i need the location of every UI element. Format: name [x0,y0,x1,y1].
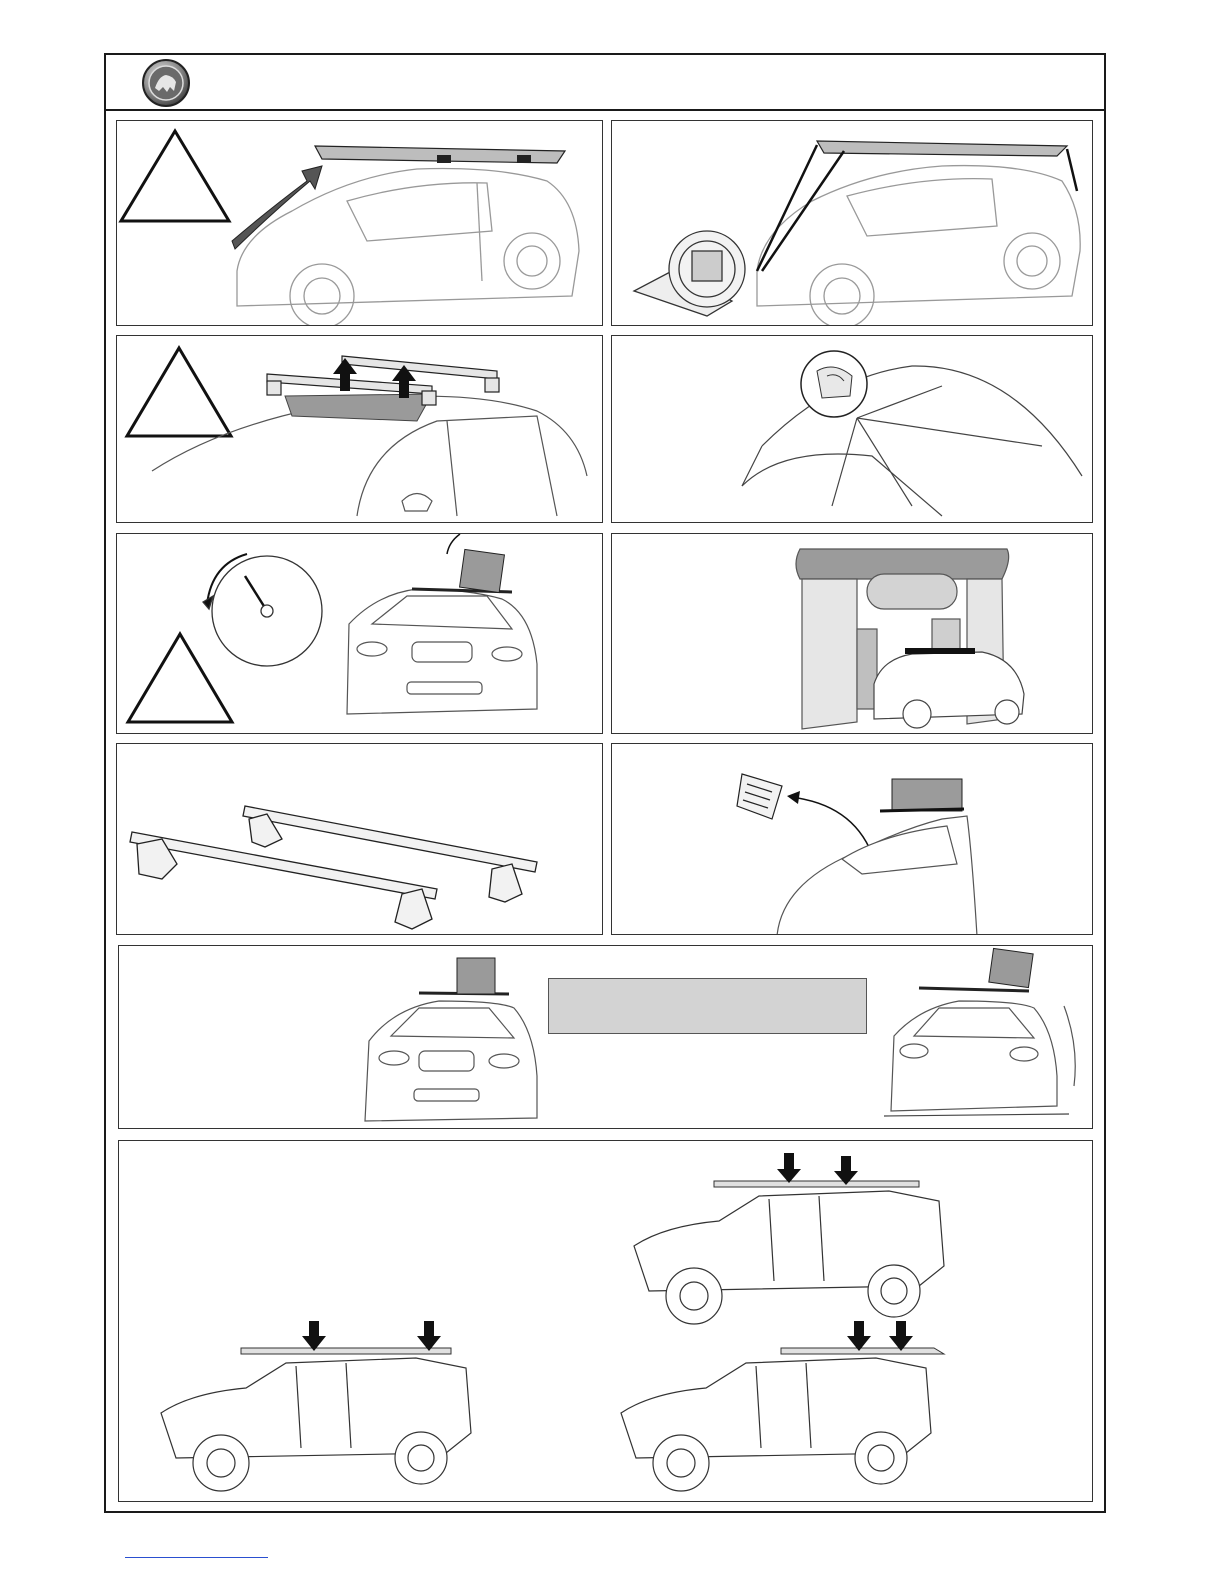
pickup-truck-icon [621,1358,931,1491]
brand-logo-icon [141,58,191,108]
down-arrow-icon [777,1153,801,1183]
car-shaking-icon [884,1001,1075,1116]
panel-read-manual [611,743,1093,935]
car-icon [237,169,579,327]
roof-load-icon [817,141,1067,156]
down-arrow-icon [417,1321,441,1351]
panel-clean-roof [611,335,1093,523]
down-arrow-icon [302,1321,326,1351]
panel-check-load [118,945,1093,1129]
down-arrow-icon [847,1321,871,1351]
tie-down-strap-icon [634,231,745,316]
car-front-icon [347,589,537,714]
panel-speed-limit [116,533,603,734]
car-front-icon [365,1001,537,1121]
pickup-truck-icon [634,1191,944,1324]
car-icon [757,166,1080,326]
warning-triangle-icon [127,348,231,436]
footer-link-underline[interactable] [125,1557,268,1558]
roof-load-icon [892,779,962,811]
panel-load-lifting [116,120,603,326]
down-arrow-icon [889,1321,913,1351]
gray-label-box [548,978,867,1034]
roof-bars-icon [130,806,537,929]
manual-book-icon [737,774,782,819]
roof-load-icon [315,146,565,163]
panel-tie-down [611,120,1093,326]
roof-load-icon [460,549,505,592]
roof-bars-icon [905,648,975,654]
car-icon [874,652,1024,728]
header-divider [106,109,1104,111]
car-roof-icon [742,366,1082,516]
panel-roof-bars-up [116,335,603,523]
pickup-truck-icon [161,1358,471,1491]
car-icon [777,816,977,935]
load-arrow-icon [232,166,322,249]
warning-triangle-icon [121,131,229,221]
roof-load-icon [989,948,1033,987]
warning-triangle-icon [128,634,232,722]
panel-pickup-loading [118,1140,1093,1502]
speedometer-icon [203,554,322,666]
roof-load-icon [457,958,495,994]
cleaning-hand-icon [801,351,867,417]
panel-car-wash [611,533,1093,734]
panel-roof-bars [116,743,603,935]
